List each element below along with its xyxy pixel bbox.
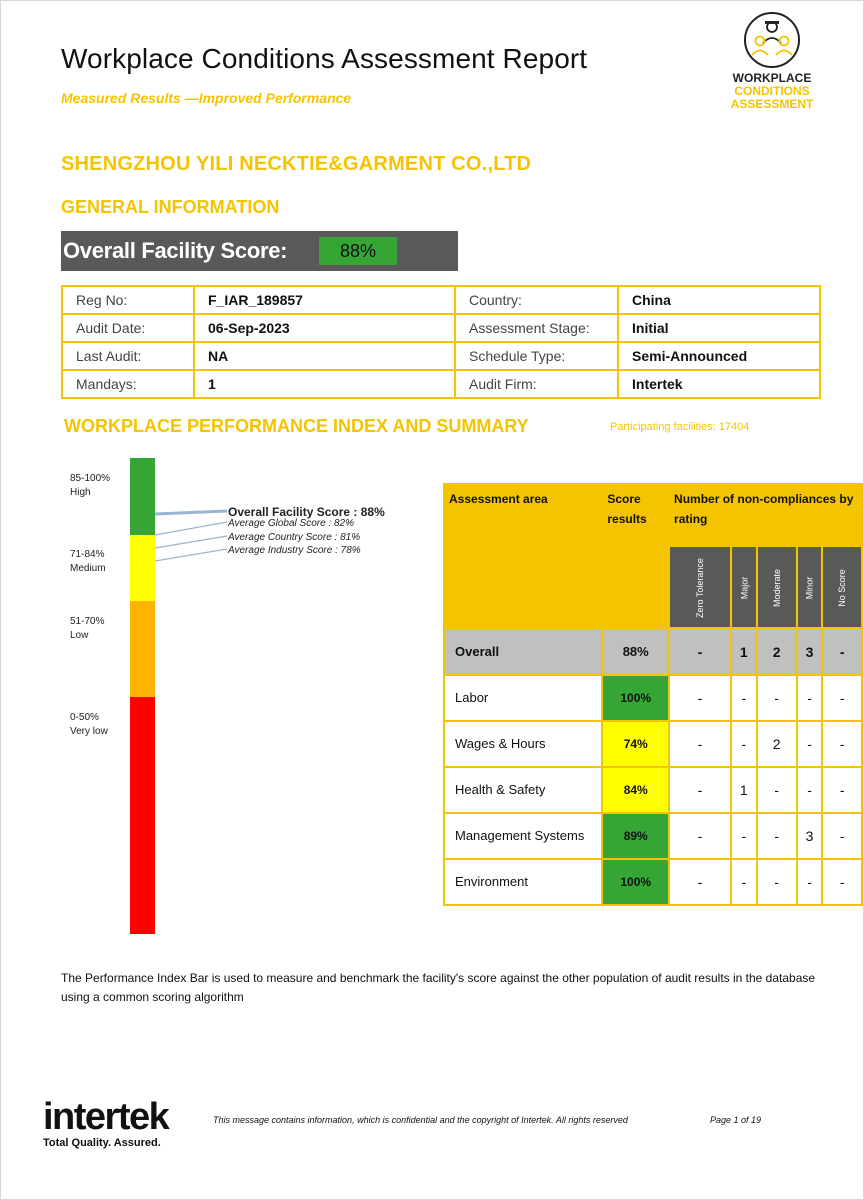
area-name: Environment — [444, 859, 602, 905]
overall-score-value: 88% — [319, 237, 397, 265]
facility-score-annotation: Overall Facility Score : 88% — [228, 505, 385, 519]
rating-count: 2 — [757, 628, 797, 675]
rating-count: 1 — [731, 767, 757, 813]
range-value: 85-100% — [70, 473, 111, 484]
info-key: Audit Firm: — [455, 370, 618, 398]
rating-count: - — [822, 628, 862, 675]
range-label-very-low — [70, 711, 108, 739]
page-number: Page 1 of 19 — [710, 1115, 762, 1125]
area-score: 74% — [602, 721, 669, 767]
info-value: 1 — [194, 370, 455, 398]
confidentiality-notice: This message contains information, which is confidential and the copyright of Intertek. All rights reserved — [213, 1115, 628, 1125]
intertek-logo — [43, 1097, 168, 1149]
wpi-heading: WORKPLACE PERFORMANCE INDEX AND SUMMARY — [64, 416, 529, 436]
wca-logo — [729, 11, 815, 121]
rating-count: - — [731, 675, 757, 721]
info-key: Schedule Type: — [455, 342, 618, 370]
rating-header-minor: Minor — [797, 546, 823, 628]
info-value: Semi-Announced — [618, 342, 820, 370]
participating-facilities: Participating facilities: 17404 — [610, 421, 750, 433]
range-value: 0-50% — [70, 712, 99, 723]
rating-count: 3 — [797, 813, 823, 859]
rating-header-zero-tolerance: Zero Tolerance — [669, 546, 731, 628]
index-segment-medium — [130, 535, 155, 601]
rating-count: - — [797, 721, 823, 767]
pointer-industry — [155, 549, 227, 561]
table-row — [444, 767, 862, 813]
rating-count: - — [669, 721, 731, 767]
info-value: Initial — [618, 314, 820, 342]
rating-count: - — [757, 859, 797, 905]
general-info-heading: GENERAL INFORMATION — [61, 197, 280, 217]
rating-count: - — [669, 813, 731, 859]
rating-header-no-score: No Score — [822, 546, 862, 628]
range-name: Medium — [70, 563, 106, 574]
rating-count: - — [731, 859, 757, 905]
logo-line-assessment: ASSESSMENT — [730, 97, 814, 111]
summary-table — [443, 483, 863, 906]
index-segment-high — [130, 458, 155, 535]
header-non-compliances: Number of non-compliances by rating — [669, 484, 862, 546]
rating-count: - — [757, 675, 797, 721]
rating-count: - — [669, 859, 731, 905]
info-value: 06-Sep-2023 — [194, 314, 455, 342]
area-name: Management Systems — [444, 813, 602, 859]
overall-score-label: Overall Facility Score: — [63, 238, 288, 263]
rating-count: - — [822, 859, 862, 905]
global-score-annotation: Average Global Score : 82% — [228, 518, 355, 529]
info-value: F_IAR_189857 — [194, 286, 455, 314]
pointer-country — [155, 536, 227, 548]
index-segment-low — [130, 601, 155, 697]
info-key: Audit Date: — [62, 314, 194, 342]
range-value: 71-84% — [70, 549, 105, 560]
area-score: 100% — [602, 859, 669, 905]
report-subtitle: Measured Results —Improved Performance — [61, 90, 352, 106]
info-row — [62, 342, 820, 370]
info-value: Intertek — [618, 370, 820, 398]
table-row — [444, 859, 862, 905]
rating-count: - — [822, 721, 862, 767]
index-bar-footnote: The Performance Index Bar is used to measure and benchmark the facility's score against the other population of audit results in the database using a common scoring algorithm — [61, 971, 816, 1004]
area-name: Labor — [444, 675, 602, 721]
range-value: 51-70% — [70, 616, 105, 627]
area-score: 89% — [602, 813, 669, 859]
index-segment-very-low — [130, 697, 155, 934]
general-info-table — [61, 285, 821, 399]
table-row — [444, 813, 862, 859]
table-row-overall — [444, 628, 862, 675]
performance-index-bar — [130, 458, 155, 934]
intertek-tagline: Total Quality. Assured. — [43, 1137, 161, 1149]
info-key: Last Audit: — [62, 342, 194, 370]
range-label-high — [70, 472, 110, 500]
info-key: Country: — [455, 286, 618, 314]
area-score: 88% — [602, 628, 669, 675]
rating-count: 2 — [757, 721, 797, 767]
info-key: Reg No: — [62, 286, 194, 314]
rating-count: - — [797, 767, 823, 813]
range-label-medium — [70, 548, 106, 576]
area-name: Overall — [444, 628, 602, 675]
company-name: SHENGZHOU YILI NECKTIE&GARMENT CO.,LTD — [61, 153, 532, 175]
rating-count: - — [797, 859, 823, 905]
area-name: Health & Safety — [444, 767, 602, 813]
people-group-icon — [741, 11, 803, 69]
info-row — [62, 370, 820, 398]
range-name: Low — [70, 630, 89, 641]
pointer-global — [155, 522, 227, 535]
rating-count: - — [757, 813, 797, 859]
range-name: Very low — [70, 726, 108, 737]
rating-count: - — [731, 813, 757, 859]
info-value: China — [618, 286, 820, 314]
rating-count: - — [797, 675, 823, 721]
rating-count: 1 — [731, 628, 757, 675]
rating-count: - — [757, 767, 797, 813]
rating-count: - — [669, 675, 731, 721]
rating-count: - — [669, 767, 731, 813]
intertek-brand: intertek — [43, 1096, 169, 1138]
rating-count: - — [822, 767, 862, 813]
industry-score-annotation: Average Industry Score : 78% — [228, 545, 361, 556]
area-name: Wages & Hours — [444, 721, 602, 767]
rating-count: - — [822, 675, 862, 721]
rating-count: - — [822, 813, 862, 859]
score-pointer-lines — [155, 501, 235, 566]
info-key: Assessment Stage: — [455, 314, 618, 342]
logo-line-conditions: CONDITIONS — [734, 84, 810, 98]
report-title: Workplace Conditions Assessment Report — [61, 43, 588, 74]
area-score: 100% — [602, 675, 669, 721]
rating-count: - — [669, 628, 731, 675]
rating-count: - — [731, 721, 757, 767]
info-key: Mandays: — [62, 370, 194, 398]
info-row — [62, 314, 820, 342]
table-row — [444, 721, 862, 767]
country-score-annotation: Average Country Score : 81% — [228, 532, 361, 543]
overall-score-banner — [61, 231, 458, 271]
range-label-low — [70, 615, 104, 643]
table-row — [444, 675, 862, 721]
rating-header-moderate: Moderate — [757, 546, 797, 628]
info-row — [62, 286, 820, 314]
area-score: 84% — [602, 767, 669, 813]
header-score-results: Score results — [602, 484, 669, 628]
header-assessment-area: Assessment area — [444, 484, 602, 628]
rating-header-major: Major — [731, 546, 757, 628]
logo-line-workplace: WORKPLACE — [732, 71, 812, 85]
info-value: NA — [194, 342, 455, 370]
range-name: High — [70, 487, 91, 498]
pointer-facility — [155, 511, 227, 514]
rating-count: 3 — [797, 628, 823, 675]
